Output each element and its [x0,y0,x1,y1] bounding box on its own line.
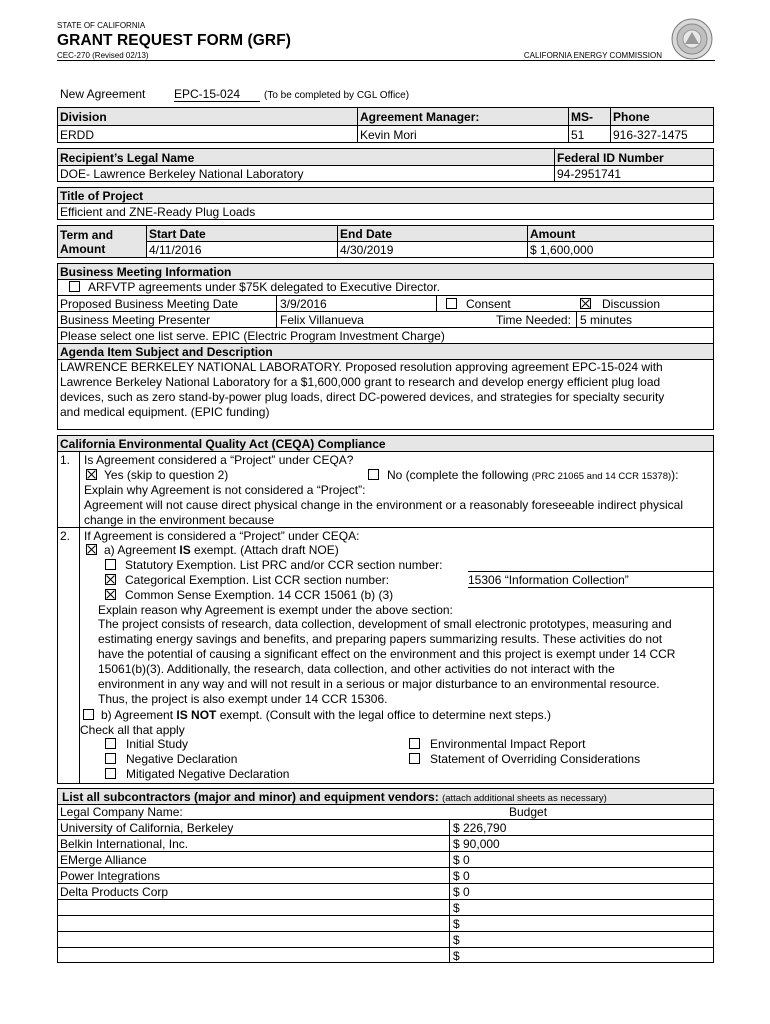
recipient-name-field[interactable]: DOE- Lawrence Berkeley National Laboratory [60,167,304,181]
reason-line: environment in any way and will not result in a serious or major disturbance to an environmental resource. [98,677,660,691]
q1-number: 1. [60,453,71,467]
discussion-label: Discussion [602,297,661,311]
ms-label: MS- [571,110,593,124]
subcontractor-budget-8[interactable]: $ [453,933,460,947]
reason-line: Thus, the project is also exempt under 14 CCR 15306. [98,692,388,706]
time-needed-label: Time Needed: [496,313,571,327]
agenda-line: devices, such as zero stand-by-power plug loads, direct DC-powered devices, and strategies for specialty security [60,390,665,404]
overriding-considerations-label: Statement of Overriding Considerations [430,752,641,766]
project-title-label: Title of Project [60,189,144,203]
cgl-note: (To be completed by CGL Office) [264,90,410,101]
time-needed-field[interactable]: 5 minutes [580,313,633,327]
subcontractor-budget-2[interactable]: $ 90,000 [453,837,500,851]
q1-answer-line-1[interactable]: Agreement will not cause direct physical change in the environment or a reasonably foreseeable indirect physical [84,498,683,512]
q1-question: Is Agreement considered a “Project” under CEQA? [84,453,354,467]
start-date-label: Start Date [149,227,206,241]
phone-field[interactable]: 916-327-1475 [613,128,688,142]
subcontractor-name-3[interactable]: EMerge Alliance [60,853,147,867]
manager-field[interactable]: Kevin Mori [360,128,417,142]
ms-field[interactable]: 51 [571,128,585,142]
list-serve-select[interactable]: Please select one list serve. EPIC (Electric Program Investment Charge) [60,329,445,343]
subcontractor-name-2[interactable]: Belkin International, Inc. [60,837,189,851]
business-meeting-header: Business Meeting Information [60,265,232,279]
division-label: Division [60,110,107,124]
mitigated-negative-declaration-label: Mitigated Negative Declaration [126,767,290,781]
division-field[interactable]: ERDD [60,128,95,142]
reason-line: The project consists of research, data collection, development of small electronic prototypes, measuring and [98,617,672,631]
q2b-checkbox[interactable] [83,709,94,720]
environmental-impact-report-checkbox[interactable] [409,738,420,749]
term-label: Term and [60,228,114,242]
new-agreement-label: New Agreement [60,87,146,101]
mitigated-negative-declaration-checkbox[interactable] [105,768,116,779]
start-date-field[interactable]: 4/11/2016 [149,243,202,257]
term-header-bg [146,226,713,241]
categorical-checkbox[interactable] [105,574,116,585]
negative-declaration-label: Negative Declaration [126,752,238,766]
subcontractor-budget-1[interactable]: $ 226,790 [453,821,507,835]
discussion-checkbox[interactable] [580,298,591,309]
agenda-header: Agenda Item Subject and Description [60,345,273,359]
negative-declaration-checkbox[interactable] [105,753,116,764]
overriding-considerations-checkbox[interactable] [409,753,420,764]
subcontractor-budget-6[interactable]: $ [453,901,460,915]
q2-number: 2. [60,529,71,543]
state-seal-icon [671,18,713,60]
phone-label: Phone [613,110,650,124]
ceqa-header: California Environmental Quality Act (CEQA) Compliance [60,437,386,451]
presenter-label: Business Meeting Presenter [60,313,211,327]
subcontractor-budget-3[interactable]: $ 0 [453,853,470,867]
project-header-bg [58,188,713,203]
q2b-label: b) Agreement IS NOT exempt. (Consult with the legal office to determine next steps.) [101,708,552,722]
common-sense-label: Common Sense Exemption. 14 CCR 15061 (b) (3) [125,588,394,602]
consent-checkbox[interactable] [446,298,457,309]
subcontractor-budget-4[interactable]: $ 0 [453,869,470,883]
exemption-reason-field[interactable] [98,617,675,707]
q1-no-label: No (complete the following (PRC 21065 and 14 CCR 15378)): [387,468,679,482]
agreement-number-field[interactable]: EPC-15-024 [174,87,260,102]
subcontractor-name-4[interactable]: Power Integrations [60,869,161,883]
check-all-label: Check all that apply [80,723,185,737]
initial-study-label: Initial Study [126,737,189,751]
recipient-name-label: Recipient’s Legal Name [60,151,195,165]
manager-label: Agreement Manager: [360,110,480,124]
form-title: GRANT REQUEST FORM (GRF) [57,32,292,49]
initial-study-checkbox[interactable] [105,738,116,749]
amount-row-label: Amount [60,242,106,256]
categorical-label: Categorical Exemption. List CCR section number: [125,573,390,587]
common-sense-checkbox[interactable] [105,589,116,600]
q2a-checkbox[interactable] [86,544,97,555]
agenda-line: LAWRENCE BERKELEY NATIONAL LABORATORY. Proposed resolution approving agreement EPC-15-024 with [60,360,663,374]
end-date-field[interactable]: 4/30/2019 [340,243,394,257]
agenda-line: Lawrence Berkeley National Laboratory for a $1,600,000 grant to research and develop energy efficient plug load [60,375,661,389]
reason-line: have the potential of causing a significant effect on the environment and this project is exempt under 14 CCR [98,647,676,661]
explain-reason-label: Explain reason why Agreement is exempt under the above section: [98,603,453,617]
form-number: CEC-270 (Revised 02/13) [57,51,149,60]
federal-id-field[interactable]: 94-2951741 [557,167,622,181]
q1-yes-checkbox[interactable] [86,469,97,480]
agency-name: CALIFORNIA ENERGY COMMISSION [523,51,662,60]
consent-label: Consent [466,297,511,311]
presenter-field[interactable]: Felix Villanueva [280,313,364,327]
categorical-section-field[interactable]: 15306 “Information Collection” [468,573,714,588]
agenda-line: and medical equipment. (EPIC funding) [60,405,270,419]
proposed-date-label: Proposed Business Meeting Date [60,297,239,311]
q1-yes-label: Yes (skip to question 2) [104,468,229,482]
q2a-label: a) Agreement IS exempt. (Attach draft NOE) [104,543,339,557]
q1-no-checkbox[interactable] [368,469,379,480]
end-date-label: End Date [340,227,393,241]
subcontractors-header: List all subcontractors (major and minor) and equipment vendors: (attach additional sheets as necessary) [62,790,607,804]
statutory-checkbox[interactable] [105,559,116,570]
federal-id-label: Federal ID Number [557,151,664,165]
subcontractor-name-1[interactable]: University of California, Berkeley [60,821,234,835]
reason-line: 15061(b)(3). Additionally, the research, data collection, and other activities do not interact with the [98,662,615,676]
q1-explain-label: Explain why Agreement is not considered a “Project”: [84,483,366,497]
amount-field[interactable]: $ 1,600,000 [530,243,594,257]
project-title-field[interactable]: Efficient and ZNE-Ready Plug Loads [60,205,256,219]
company-name-column-header: Legal Company Name: [60,805,183,819]
subcontractor-budget-5[interactable]: $ 0 [453,885,470,899]
amount-label: Amount [530,227,576,241]
state-label: STATE OF CALIFORNIA [57,21,146,30]
subcontractor-budget-9[interactable]: $ [453,949,460,963]
arfvtp-label: ARFVTP agreements under $75K delegated to Executive Director. [88,280,440,294]
q1-answer-line-2[interactable]: change in the environment because [84,513,275,527]
proposed-date-field[interactable]: 3/9/2016 [280,297,327,311]
arfvtp-checkbox[interactable] [69,281,80,292]
statutory-label: Statutory Exemption. List PRC and/or CCR section number: [125,558,443,572]
subcontractor-name-5[interactable]: Delta Products Corp [60,885,169,899]
header-rule [57,60,715,61]
subcontractor-budget-7[interactable]: $ [453,917,460,931]
budget-column-header: Budget [509,805,548,819]
reason-line: estimating energy savings and benefits, and preparing papers summarizing results. These activities do not [98,632,663,646]
q2-question: If Agreement is considered a “Project” under CEQA: [84,529,360,543]
agenda-description[interactable] [60,360,664,420]
environmental-impact-report-label: Environmental Impact Report [430,737,586,751]
